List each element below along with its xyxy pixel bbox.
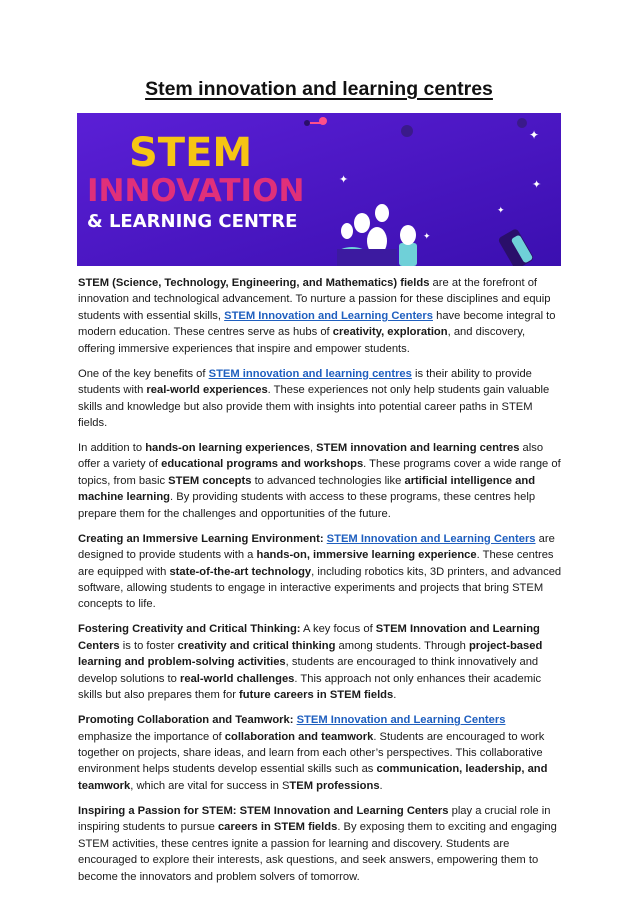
body-text: also offer a variety of — [78, 442, 544, 471]
bold-text: educational programs and workshops — [161, 458, 364, 471]
body-text: , which are vital for success in S — [130, 779, 290, 792]
bold-text: Promoting Collaboration and Teamwork: — [78, 714, 294, 727]
body-text: . Students are encouraged to work together on projects, share ideas, and learn from each other’s perspectives. This collaborative environment helps students develop essential skills such as — [78, 730, 545, 776]
bold-text: real-world challenges — [180, 672, 295, 685]
bold-text: communication, leadership, and teamwork — [78, 763, 548, 792]
body-text: A key focus of — [300, 623, 376, 636]
body-text: , including robotics kits, 3D printers, and advanced software, allowing students to engage in interactive experiments and projects that bring STEM concepts to life. — [78, 565, 562, 611]
inline-link[interactable]: STEM innovation and learning centres — [208, 367, 412, 380]
body-text: . This approach not only enhances their academic skills but also prepares them for — [78, 672, 542, 702]
paragraph-collaboration — [78, 712, 562, 794]
body-text: . These programs cover a wide range of topics, from basic — [78, 458, 561, 487]
paragraph-programs — [78, 440, 562, 522]
body-text: to advanced technologies like — [251, 474, 405, 487]
banner-line-innovation: INNOVATION — [87, 173, 305, 209]
paragraph-benefits — [78, 366, 562, 432]
body-text: are at the forefront of innovation and technological advancement. To nurture a passion for these disciplines and equip students with essential skills, — [78, 277, 551, 322]
sparkle-icon: ✦ — [423, 232, 431, 242]
body-text: . These centres are equipped with — [78, 549, 554, 578]
bold-text: hands-on learning experiences — [145, 442, 310, 455]
bold-text: TEM professions — [289, 779, 380, 792]
bold-text: STEM innovation and learning centres — [316, 442, 520, 455]
molecule-icon — [401, 125, 413, 137]
sparkle-icon: ✦ — [529, 128, 540, 142]
body-text: emphasize the importance of — [78, 730, 225, 743]
body-text: . — [379, 779, 383, 792]
paragraph-creativity — [78, 621, 562, 703]
body-text: , — [309, 442, 317, 455]
body-text: In addition to — [78, 442, 146, 455]
banner-image — [77, 113, 561, 266]
sparkle-icon: ✦ — [497, 206, 505, 216]
body-text: . — [393, 689, 397, 702]
bold-text: real-world experiences — [146, 384, 268, 397]
article-body — [78, 275, 562, 894]
bold-text: hands-on, immersive learning experience — [256, 549, 477, 562]
bold-text: Inspiring a Passion for STEM: STEM Innovation and Learning Centers — [78, 804, 449, 817]
bold-text: Creating an Immersive Learning Environment: — [78, 532, 327, 545]
body-text: among students. Through — [335, 639, 469, 652]
sparkle-icon: ✦ — [339, 173, 349, 186]
body-text: . By exposing them to exciting and engaging STEM activities, these centres ignite a passion for learning and discovery. Students are encouraged to explore their interests, ask questions, and seek answers, empowering them to become the innovators and problem solvers of tomorrow. — [78, 821, 557, 883]
body-text: , students are encouraged to think innovatively and develop solutions to — [78, 656, 539, 685]
body-text: , and discovery, offering immersive experiences that inspire and empower students. — [78, 326, 526, 355]
bold-text: creativity and critical thinking — [177, 639, 336, 652]
body-text: . These experiences not only help students gain valuable skills and knowledge but also provide them with insights into potential career paths in STEM fields. — [78, 384, 550, 429]
body-text: have become integral to modern education. These centres serve as hubs of — [78, 309, 556, 339]
bold-text: artificial intelligence and machine learning — [78, 474, 536, 504]
bold-text: STEM (Science, Technology, Engineering, and Mathematics) fields — [78, 277, 430, 289]
inline-link[interactable]: STEM Innovation and Learning Centers — [224, 309, 433, 322]
bold-text: project-based learning and problem-solving activities — [78, 639, 543, 669]
bold-text: STEM Innovation and Learning Centers — [78, 623, 540, 652]
bold-text: creativity, exploration — [332, 326, 448, 339]
inline-link[interactable]: STEM Innovation and Learning Centers — [296, 714, 506, 727]
banner-line-stem: STEM — [129, 130, 253, 176]
body-text: are designed to provide students with a — [78, 532, 555, 562]
bold-text: STEM concepts — [168, 474, 252, 487]
paragraph-passion — [78, 803, 562, 885]
bold-text: careers in STEM fields — [217, 821, 338, 834]
bold-text: Fostering Creativity and Critical Thinking: — [78, 623, 301, 636]
page-title: Stem innovation and learning centres — [145, 78, 493, 100]
body-text: . By providing students with access to these programs, these centres help prepare them for the challenges and opportunities of the future. — [78, 491, 536, 520]
bold-text: future careers in STEM fields — [239, 689, 394, 702]
banner-line-centre: & LEARNING CENTRE — [87, 211, 298, 232]
bold-text: state-of-the-art technology — [169, 565, 312, 578]
banner-graphic — [77, 113, 561, 266]
body-text: is to foster — [119, 639, 178, 652]
body-text: play a crucial role in inspiring students to pursue — [78, 804, 551, 834]
bold-text: collaboration and teamwork — [224, 730, 374, 743]
body-text: One of the key benefits of — [78, 367, 209, 380]
body-text: is their ability to provide students with — [78, 367, 532, 397]
inline-link[interactable]: STEM Innovation and Learning Centers — [326, 532, 536, 545]
paragraph-immersive — [78, 531, 562, 613]
sparkle-icon: ✦ — [532, 178, 542, 191]
paragraph-intro — [78, 275, 562, 357]
